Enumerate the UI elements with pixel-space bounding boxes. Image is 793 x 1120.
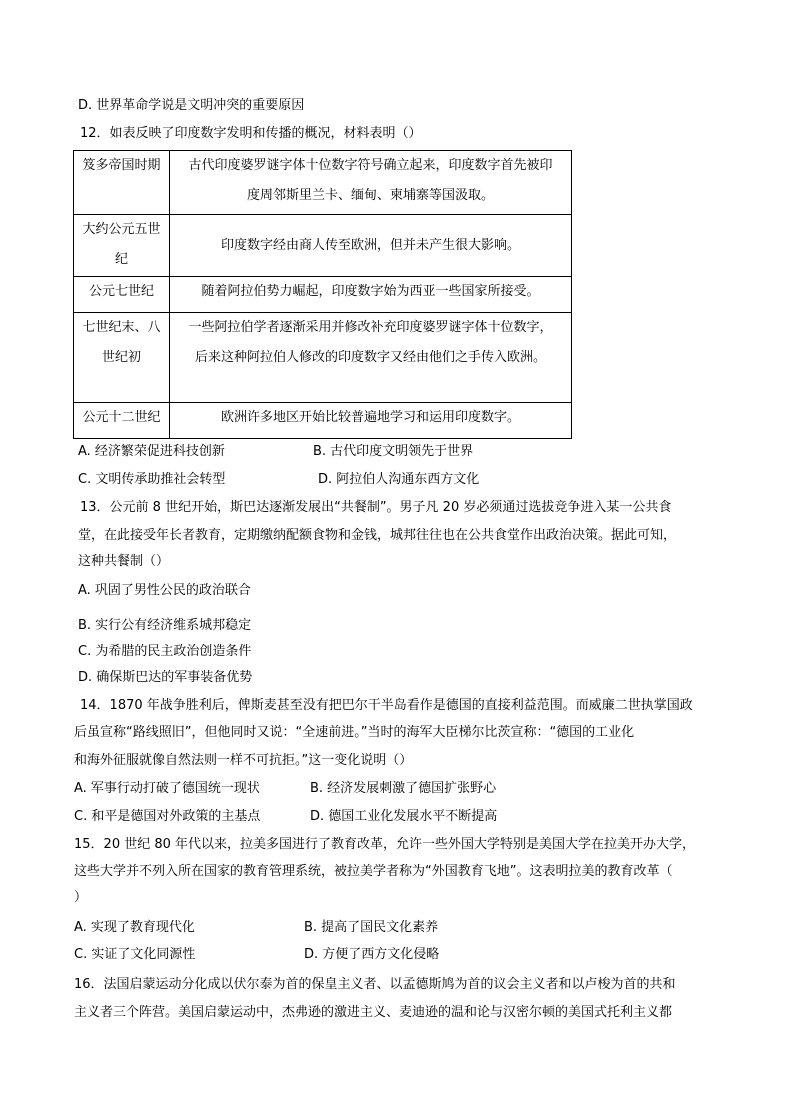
q12-stem: 12．如表反映了印度数字发明和传播的概况，材料表明（） [80, 126, 422, 141]
content-cell: 一些阿拉伯学者逐渐采用并修改补充印度婆罗谜字体十位数字， 后来这种阿拉伯人修改的印度数字又经由他们之手传入欧洲。 [170, 313, 572, 403]
q12-table [73, 150, 572, 439]
q13-option-d[interactable]: D. 确保斯巴达的军事装备优势 [78, 670, 253, 685]
content-cell: 印度数字经由商人传至欧洲，但并未产生很大影响。 [170, 215, 572, 277]
q14-option-b[interactable]: B. 经济发展刺激了德国扩张野心 [310, 781, 497, 796]
table-row [74, 313, 572, 403]
q15-stem-line: 这些大学并不列入所在国家的教育管理系统，被拉美学者称为“外国教育飞地”。这表明拉美的教育改革（ [74, 864, 673, 879]
q12-option-c[interactable]: C. 文明传承助推社会转型 [78, 472, 226, 487]
table-row [74, 215, 572, 277]
q15-option-c[interactable]: C. 实证了文化同源性 [74, 947, 196, 962]
period-cell: 大约公元五世 纪 [74, 215, 170, 277]
period-cell: 七世纪末、八 世纪初 [74, 313, 170, 403]
q14-option-c[interactable]: C. 和平是德国对外政策的主基点 [74, 809, 261, 824]
content-cell: 随着阿拉伯势力崛起，印度数字始为西亚一些国家所接受。 [170, 277, 572, 313]
q13-option-c[interactable]: C. 为希腊的民主政治创造条件 [78, 644, 252, 659]
q15-option-b[interactable]: B. 提高了国民文化素养 [304, 920, 439, 935]
q13-stem-line: 堂，在此接受年长者教育，定期缴纳配额食物和金钱，城邦往往也在公共食堂作出政治决策。据此可知， [78, 528, 677, 543]
content-cell: 欧洲许多地区开始比较普遍地学习和运用印度数字。 [170, 403, 572, 439]
q14-option-d[interactable]: D. 德国工业化发展水平不断提高 [310, 809, 498, 824]
q11-option-d: D. 世界革命学说是文明冲突的重要原因 [78, 98, 305, 113]
q15-stem-line: ） [74, 890, 88, 905]
q13-option-a[interactable]: A. 巩固了男性公民的政治联合 [78, 583, 251, 598]
q12-option-b[interactable]: B. 古代印度文明领先于世界 [313, 444, 474, 459]
q16-stem-line: 16．法国启蒙运动分化成以伏尔泰为首的保皇主义者、以孟德斯鸠为首的议会主义者和以卢梭为首的共和 [74, 977, 676, 992]
q14-stem-line: 14．1870 年战争胜利后，俾斯麦甚至没有把巴尔干半岛看作是德国的直接利益范围。而威廉二世执掌国政 [80, 698, 693, 713]
period-cell: 公元七世纪 [74, 277, 170, 313]
q13-option-b[interactable]: B. 实行公有经济维系城邦稳定 [78, 618, 252, 633]
table-row [74, 277, 572, 313]
table-row [74, 403, 572, 439]
period-cell: 公元十二世纪 [74, 403, 170, 439]
content-cell: 古代印度婆罗谜字体十位数字符号确立起来，印度数字首先被印 度周邻斯里兰卡、缅甸、柬埔寨等国汲取。 [170, 151, 572, 215]
q14-option-a[interactable]: A. 军事行动打破了德国统一现状 [74, 781, 260, 796]
q14-stem-line: 和海外征服就像自然法则一样不可抗拒。”这一变化说明（） [74, 753, 413, 768]
q16-stem-line: 主义者三个阵营。美国启蒙运动中，杰弗逊的激进主义、麦迪逊的温和论与汉密尔顿的美国式托利主义都 [74, 1005, 673, 1020]
q13-stem-line: 这种共餐制（） [78, 554, 170, 569]
q15-stem-line: 15．20 世纪 80 年代以来，拉美多国进行了教育改革，允许一些外国大学特别是美国大学在拉美开办大学， [74, 837, 696, 852]
q15-option-d[interactable]: D. 方便了西方文化侵略 [304, 947, 440, 962]
table-row [74, 151, 572, 215]
q15-option-a[interactable]: A. 实现了教育现代化 [74, 920, 195, 935]
q12-option-a[interactable]: A. 经济繁荣促进科技创新 [78, 444, 225, 459]
q14-stem-line: 后虽宣称“路线照旧”，但他同时又说：“全速前进。”当时的海军大臣梯尔比茨宣称：“德国的工业化 [74, 725, 635, 740]
q12-option-d[interactable]: D. 阿拉伯人沟通东西方文化 [318, 472, 480, 487]
q13-stem-line: 13．公元前 8 世纪开始，斯巴达逐渐发展出“共餐制”。男子凡 20 岁必须通过选拔竞争进入某一公共食 [80, 500, 672, 515]
period-cell: 笈多帝国时期 [74, 151, 170, 215]
